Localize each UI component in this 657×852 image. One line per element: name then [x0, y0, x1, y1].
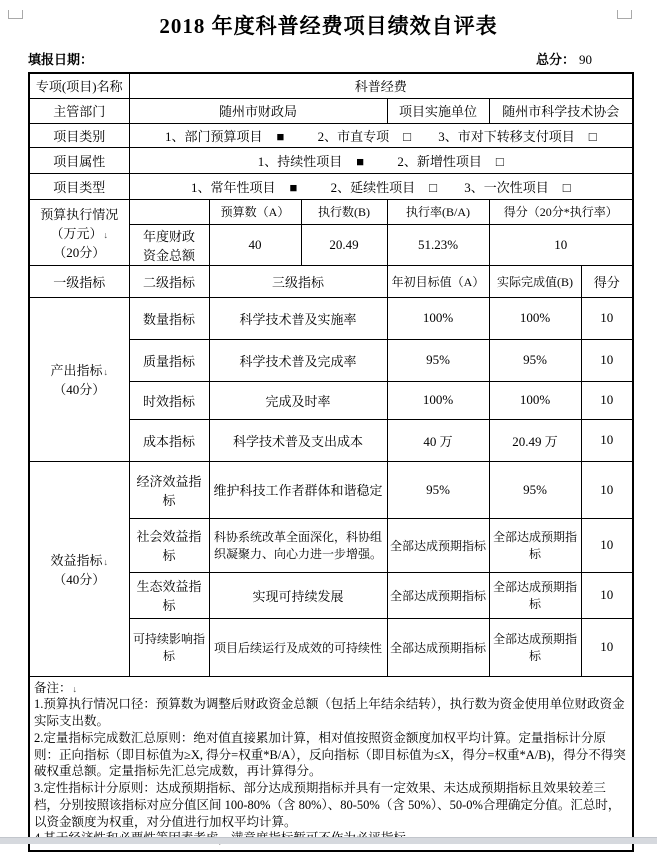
budget-col-budget: 预算数（A）	[209, 199, 301, 224]
option-renewal: 2、延续性项目 □	[330, 179, 437, 195]
project-attribute-options	[129, 147, 633, 173]
option-perennial: 1、常年性项目 ■	[190, 179, 298, 195]
score-value: 10	[581, 419, 633, 461]
actual-value: 100%	[489, 381, 581, 419]
impl-unit-label: 项目实施单位	[387, 98, 489, 123]
project-category-options	[129, 123, 633, 147]
level2-indicator: 生态效益指标	[129, 572, 209, 618]
level2-indicator: 可持续影响指标	[129, 618, 209, 676]
project-name-value: 科普经费	[129, 73, 633, 98]
date-total-line	[28, 49, 630, 68]
target-value: 100%	[387, 297, 489, 339]
score-value: 10	[581, 461, 633, 518]
row-indicator-header	[29, 265, 633, 297]
budget-col-score: 得分（20分*执行率）	[489, 199, 633, 224]
benefit-indicator-group-label: 效益指标↓ （40分）	[29, 461, 129, 676]
score-value: 10	[581, 339, 633, 381]
header-level3: 三级指标	[209, 265, 387, 297]
dept-value: 随州市财政局	[129, 98, 387, 123]
target-value: 95%	[387, 339, 489, 381]
actual-value: 95%	[489, 461, 581, 518]
level2-indicator: 经济效益指标	[129, 461, 209, 518]
dept-label: 主管部门	[29, 98, 129, 123]
level2-indicator: 数量指标	[129, 297, 209, 339]
line-break-mark: ↓	[103, 229, 108, 240]
row-departments	[29, 98, 633, 123]
level2-indicator: 质量指标	[129, 339, 209, 381]
note-item-2: 2.定量指标完成数汇总原则：绝对值直接累加计算，相对值按照资金额度加权平均计算。定量指标计分原则：正向指标（即目标值为≥X, 得分=权重*B/A），反向指标（即目标值为≤X，得分=权重*A/B)，得分不得突破权重总额。定量指标先汇总完成数，再计算得分。	[34, 730, 626, 779]
level3-indicator: 科协系统改革全面深化，科协组织凝聚力、向心力进一步增强。	[209, 518, 387, 572]
note-item-1: 1.预算执行情况口径：预算数为调整后财政资金总额（包括上年结余结转），执行数为资金使用单位财政资金实际支出数。	[34, 697, 625, 728]
table-row	[29, 297, 633, 339]
checkbox-unchecked[interactable]: □	[562, 179, 571, 195]
row-budget-header	[29, 199, 633, 224]
level2-indicator: 成本指标	[129, 419, 209, 461]
target-value: 全部达成预期指标	[387, 618, 489, 676]
budget-amount: 40	[209, 224, 301, 265]
option-continuous: 1、持续性项目 ■	[257, 153, 365, 169]
output-indicator-group-label: 产出指标↓ （40分）	[29, 297, 129, 461]
fill-date-label: 填报日期：	[28, 52, 94, 67]
header-score: 得分	[581, 265, 633, 297]
budget-section-label: 预算执行情况 （万元）↓ （20分）	[29, 199, 129, 265]
target-value: 100%	[387, 381, 489, 419]
level3-indicator: 实现可持续发展	[209, 572, 387, 618]
project-type-options	[129, 173, 633, 199]
level3-indicator: 科学技术普及完成率	[209, 339, 387, 381]
actual-value: 100%	[489, 297, 581, 339]
option-dept-budget: 1、部门预算项目 ■	[164, 128, 285, 144]
executed-amount: 20.49	[301, 224, 387, 265]
level3-indicator: 科学技术普及实施率	[209, 297, 387, 339]
notes-cell	[29, 676, 633, 851]
level3-indicator: 完成及时率	[209, 381, 387, 419]
option-one-time: 3、一次性项目 □	[464, 179, 571, 195]
budget-col-rate: 执行率(B/A)	[387, 199, 489, 224]
header-level1: 一级指标	[29, 265, 129, 297]
score-value: 10	[581, 381, 633, 419]
level2-indicator: 时效指标	[129, 381, 209, 419]
total-score-label: 总分：	[535, 52, 575, 67]
project-name-label: 专项(项目)名称	[29, 73, 129, 98]
score-value: 10	[581, 518, 633, 572]
project-attribute-label: 项目属性	[29, 147, 129, 173]
impl-unit-value: 随州市科学技术协会	[489, 98, 633, 123]
checkbox-unchecked[interactable]: □	[429, 179, 437, 195]
checkbox-checked[interactable]: ■	[276, 128, 285, 144]
level2-indicator: 社会效益指标	[129, 518, 209, 572]
actual-value: 全部达成预期指标	[489, 572, 581, 618]
project-category-label: 项目类别	[29, 123, 129, 147]
execution-rate: 51.23%	[387, 224, 489, 265]
checkbox-checked[interactable]: ■	[289, 179, 298, 195]
score-value: 10	[581, 297, 633, 339]
total-score	[536, 49, 630, 68]
budget-score: 10	[489, 224, 633, 265]
line-break-mark: ↓	[72, 683, 78, 694]
page-title: 2018 年度科普经费项目绩效自评表	[159, 14, 498, 38]
level3-indicator: 项目后续运行及成效的可持续性	[209, 618, 387, 676]
actual-value: 全部达成预期指标	[489, 618, 581, 676]
option-city-special: 2、市直专项 □	[317, 128, 411, 144]
target-value: 40 万	[387, 419, 489, 461]
budget-col-executed: 执行数(B)	[301, 199, 387, 224]
budget-blank-cell	[129, 199, 209, 224]
header-actual: 实际完成值(B)	[489, 265, 581, 297]
window-bottom-bar	[0, 837, 657, 844]
row-project-name	[29, 73, 633, 98]
target-value: 95%	[387, 461, 489, 518]
evaluation-table	[28, 72, 634, 852]
table-row	[29, 461, 633, 518]
line-break-mark: ↓	[103, 556, 108, 567]
checkbox-unchecked[interactable]: □	[495, 153, 504, 169]
line-break-mark: ↓	[103, 367, 108, 377]
score-value: 10	[581, 618, 633, 676]
option-transfer-payment: 3、市对下转移支付项目 □	[438, 128, 597, 144]
annual-fund-label: 年度财政 资金总额	[129, 224, 209, 265]
target-value: 全部达成预期指标	[387, 572, 489, 618]
project-type-label: 项目类型	[29, 173, 129, 199]
row-project-attribute	[29, 147, 633, 173]
header-target: 年初目标值（A）	[387, 265, 489, 297]
checkbox-unchecked[interactable]: □	[588, 128, 597, 144]
actual-value: 95%	[489, 339, 581, 381]
option-new: 2、新增性项目 □	[397, 153, 504, 169]
row-project-type	[29, 173, 633, 199]
target-value: 全部达成预期指标	[387, 518, 489, 572]
note-item-3: 3.定性指标计分原则：达成预期指标、部分达成预期指标并具有一定效果、未达成预期指标且效果较差三档，分别按照该指标对应分值区间 100-80%（含 80%）、80-50%（含 50%）、50-0%合理确定分值。汇总时，以资金额度为权重，对分值进行加权平均计算。	[34, 781, 621, 829]
notes-label: 备注：↓	[34, 680, 78, 695]
total-score-value: 90	[579, 52, 592, 67]
score-value: 10	[581, 572, 633, 618]
level3-indicator: 维护科技工作者群体和谐稳定	[209, 461, 387, 518]
header-level2: 二级指标	[129, 265, 209, 297]
actual-value: 全部达成预期指标	[489, 518, 581, 572]
actual-value: 20.49 万	[489, 419, 581, 461]
row-notes	[29, 676, 633, 851]
page-margin-marker-left	[8, 10, 23, 19]
checkbox-checked[interactable]: ■	[356, 153, 365, 169]
checkbox-unchecked[interactable]: □	[403, 128, 411, 144]
page-margin-marker-right	[617, 10, 632, 19]
row-project-category	[29, 123, 633, 147]
level3-indicator: 科学技术普及支出成本	[209, 419, 387, 461]
